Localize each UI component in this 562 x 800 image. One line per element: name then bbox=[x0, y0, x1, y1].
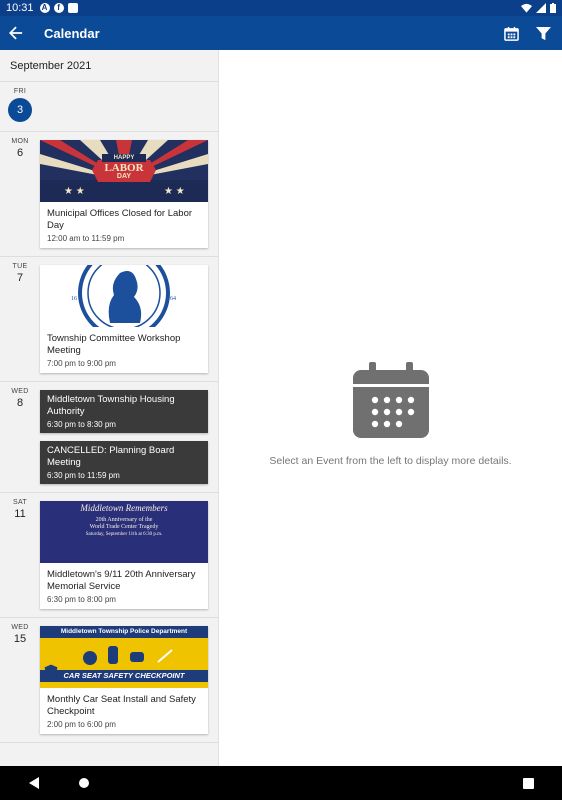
day-group bbox=[0, 257, 218, 382]
status-time: 10:31 bbox=[6, 2, 34, 14]
day-group bbox=[0, 132, 218, 257]
event-title: CANCELLED: Planning Board Meeting bbox=[47, 445, 175, 468]
event-title: Middletown Township Housing Authority bbox=[47, 394, 175, 417]
day-of-week: TUE bbox=[12, 263, 28, 270]
day-header bbox=[0, 618, 40, 742]
seal-text-16: 16 bbox=[71, 296, 77, 302]
event-card[interactable] bbox=[40, 390, 208, 433]
empty-state-message: Select an Event from the left to display more details. bbox=[269, 455, 512, 467]
a-icon: A bbox=[40, 3, 50, 13]
remembers-line-3: Saturday, September 11th at 6:30 p.m. bbox=[85, 532, 163, 537]
event-time: 6:30 pm to 8:00 pm bbox=[47, 595, 116, 604]
event-card[interactable] bbox=[40, 626, 208, 734]
day-of-week: SAT bbox=[13, 499, 27, 506]
day-header bbox=[0, 493, 40, 617]
event-time: 6:30 pm to 8:30 pm bbox=[47, 420, 116, 429]
day-number-today[interactable]: 3 bbox=[8, 98, 32, 122]
labor-day-text-labor: LABOR bbox=[104, 162, 144, 174]
f-icon: f bbox=[54, 3, 64, 13]
seal-text-64: 64 bbox=[170, 296, 176, 302]
day-header bbox=[0, 257, 40, 381]
sim-icon bbox=[68, 3, 78, 13]
remembers-line-2: World Trade Center Tragedy bbox=[89, 524, 159, 530]
day-of-week: MON bbox=[11, 138, 29, 145]
event-card[interactable] bbox=[40, 265, 208, 373]
empty-state bbox=[219, 360, 562, 467]
back-button[interactable] bbox=[0, 16, 32, 50]
nav-home-button[interactable] bbox=[74, 773, 94, 793]
day-number: 15 bbox=[13, 633, 27, 645]
battery-icon bbox=[550, 3, 556, 13]
app-bar bbox=[0, 16, 562, 50]
event-detail-pane bbox=[219, 50, 562, 766]
circle-home-icon bbox=[78, 777, 90, 789]
android-nav-bar bbox=[0, 766, 562, 800]
event-time: 2:00 pm to 6:00 pm bbox=[47, 720, 116, 729]
calendar-icon bbox=[504, 26, 519, 41]
cellular-icon bbox=[536, 3, 546, 13]
svg-text:★ ★: ★ ★ bbox=[164, 186, 185, 197]
labor-day-text-day: DAY bbox=[116, 173, 132, 180]
event-title: Monthly Car Seat Install and Safety Checkpoint bbox=[47, 694, 196, 717]
labor-day-text-happy: HAPPY bbox=[113, 155, 135, 161]
day-number: 11 bbox=[14, 508, 26, 520]
day-header bbox=[0, 132, 40, 256]
remembers-title: Middletown Remembers bbox=[80, 503, 168, 513]
calendar-view-button[interactable] bbox=[500, 22, 522, 44]
month-header: September 2021 bbox=[0, 50, 218, 82]
day-number: 8 bbox=[16, 397, 24, 409]
triangle-back-icon bbox=[29, 777, 39, 789]
day-header bbox=[0, 382, 40, 492]
event-time: 12:00 am to 11:59 pm bbox=[47, 234, 125, 243]
filter-icon bbox=[536, 26, 551, 41]
event-card[interactable] bbox=[40, 501, 208, 609]
event-time: 6:30 pm to 11:59 pm bbox=[47, 471, 120, 480]
day-group bbox=[0, 382, 218, 493]
page-title: Calendar bbox=[44, 25, 100, 41]
day-number: 6 bbox=[16, 147, 24, 159]
event-list[interactable] bbox=[0, 50, 219, 766]
event-title: Municipal Offices Closed for Labor Day bbox=[47, 208, 193, 231]
day-of-week: FRI bbox=[13, 88, 27, 95]
arrow-left-icon bbox=[9, 26, 23, 40]
event-card[interactable] bbox=[40, 140, 208, 248]
nav-back-button[interactable] bbox=[24, 773, 44, 793]
police-banner: Middletown Township Police Department bbox=[40, 626, 208, 638]
day-header bbox=[0, 82, 40, 131]
car-seat-banner: CAR SEAT SAFETY CHECKPOINT bbox=[40, 670, 208, 682]
day-group bbox=[0, 82, 218, 132]
event-title: Middletown's 9/11 20th Anniversary Memorial Service bbox=[47, 569, 196, 592]
event-image-car-seat bbox=[40, 626, 208, 688]
wifi-icon bbox=[521, 3, 532, 13]
day-group bbox=[0, 618, 218, 743]
status-bar bbox=[0, 0, 562, 16]
calendar-icon bbox=[351, 360, 431, 440]
event-image-remembers bbox=[40, 501, 208, 563]
car-seat-graphic bbox=[40, 640, 208, 670]
filter-button[interactable] bbox=[532, 22, 554, 44]
remembers-line-1: 20th Anniversary of the bbox=[95, 517, 153, 523]
square-recents-icon bbox=[523, 778, 534, 789]
event-time: 7:00 pm to 9:00 pm bbox=[47, 359, 116, 368]
event-card[interactable] bbox=[40, 441, 208, 484]
event-title: Township Committee Workshop Meeting bbox=[47, 333, 181, 356]
day-of-week: WED bbox=[11, 388, 29, 395]
event-image-township-seal bbox=[40, 265, 208, 327]
nav-recents-button[interactable] bbox=[518, 773, 538, 793]
svg-text:★ ★: ★ ★ bbox=[64, 186, 85, 197]
day-group bbox=[0, 493, 218, 618]
day-of-week: WED bbox=[11, 624, 29, 631]
event-image-labor-day bbox=[40, 140, 208, 202]
day-number: 7 bbox=[16, 272, 24, 284]
